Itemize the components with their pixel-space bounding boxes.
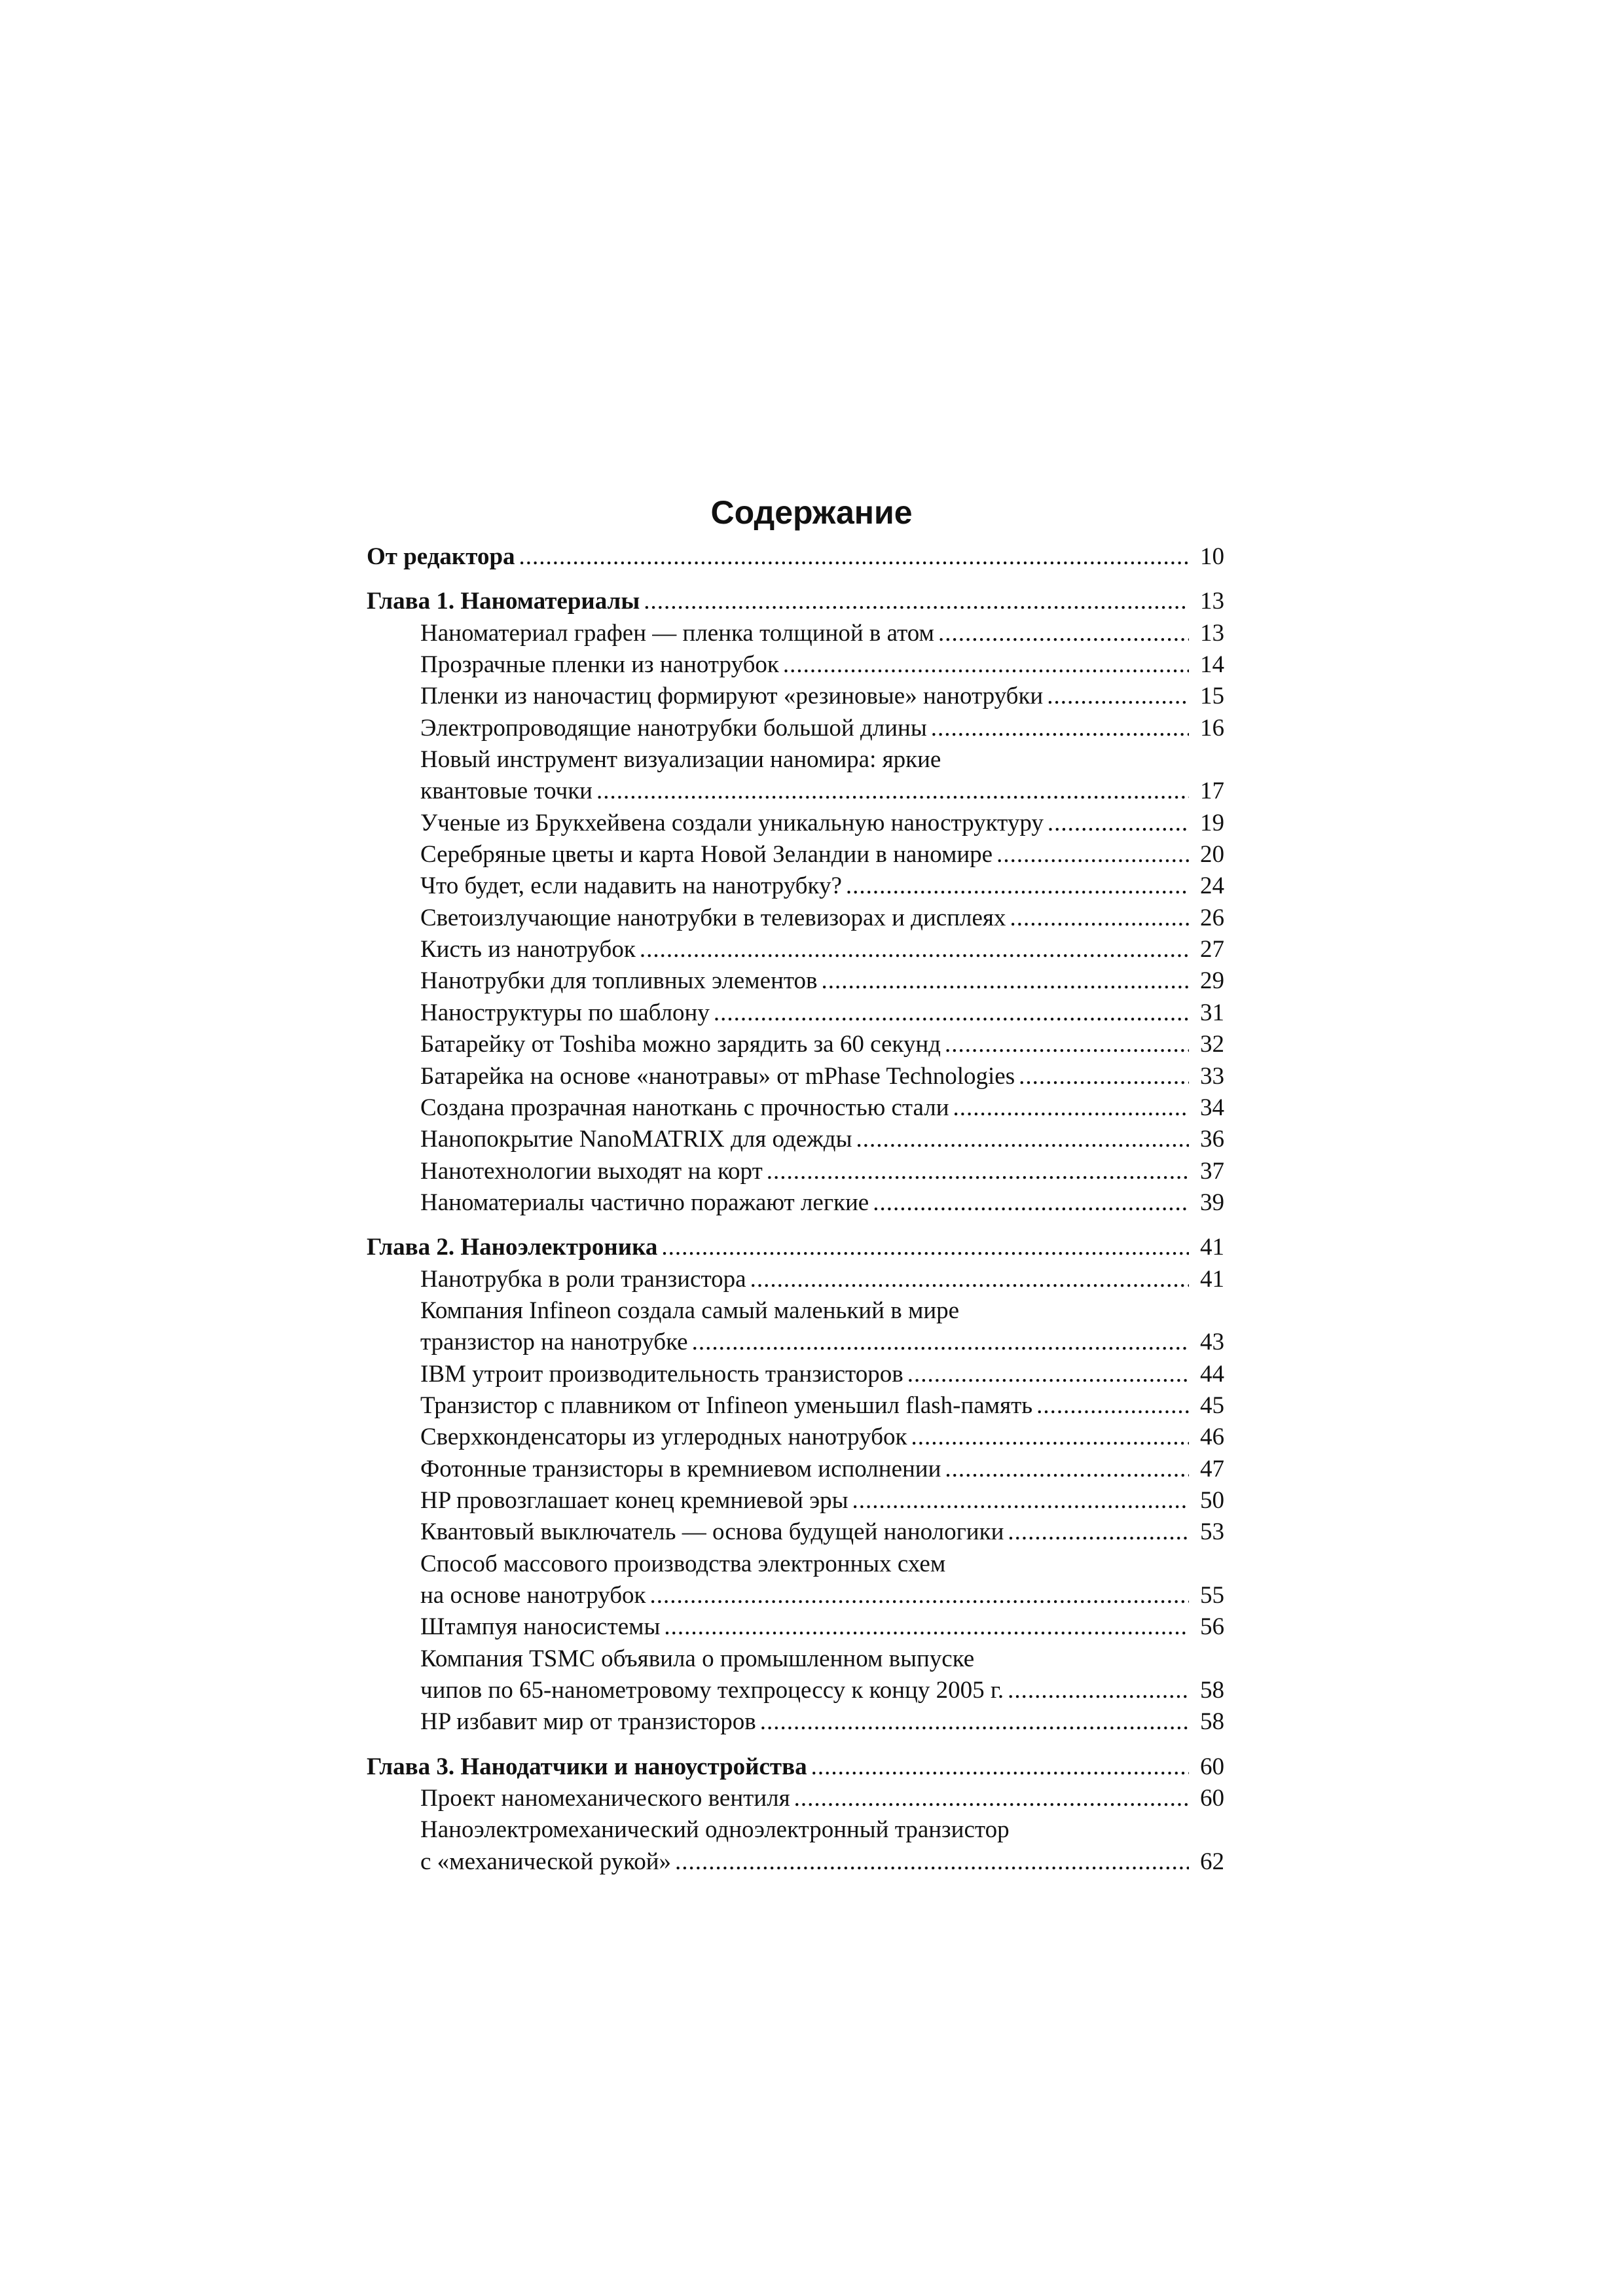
toc-entry-text: Проект наномеханического вентиля — [420, 1785, 790, 1812]
toc-entry-text: Что будет, если надавить на нанотрубку? — [420, 872, 842, 900]
toc-chapter-1[interactable] — [367, 586, 1224, 617]
toc-page-number: 41 — [1200, 1234, 1224, 1261]
toc-page-number: 58 — [1200, 1677, 1224, 1704]
toc-entry[interactable] — [367, 1706, 1224, 1738]
toc-entry[interactable] — [367, 965, 1224, 997]
toc-page-number: 34 — [1200, 1094, 1224, 1121]
toc-entry[interactable] — [367, 1611, 1224, 1643]
toc-leader-dots — [873, 1187, 1189, 1219]
toc-leader-dots — [794, 1783, 1189, 1814]
toc-leader-dots — [1019, 1061, 1189, 1092]
toc-entry[interactable] — [367, 618, 1224, 649]
toc-entry-text: с «механической рукой» — [420, 1848, 671, 1875]
toc-leader-dots — [945, 1029, 1189, 1060]
toc-leader-dots — [783, 649, 1189, 681]
toc-page-number: 19 — [1200, 809, 1224, 836]
toc-leader-dots — [640, 934, 1189, 965]
toc-page-number: 60 — [1200, 1785, 1224, 1812]
toc-entry[interactable] — [367, 1454, 1224, 1485]
toc-entry[interactable] — [367, 649, 1224, 681]
toc-leader-dots — [760, 1706, 1189, 1738]
toc-page-number: 41 — [1200, 1265, 1224, 1293]
toc-entry[interactable] — [367, 934, 1224, 965]
toc-leader-dots — [846, 870, 1189, 902]
toc-entry-continued[interactable] — [367, 1814, 1224, 1846]
toc-leader-dots — [996, 839, 1189, 870]
toc-page-number: 55 — [1200, 1582, 1224, 1609]
toc-entry[interactable] — [367, 1124, 1224, 1155]
toc-entry-text: на основе нанотрубок — [420, 1582, 646, 1609]
toc-page-number: 36 — [1200, 1126, 1224, 1153]
toc-leader-dots — [911, 1422, 1189, 1453]
toc-entry-continued[interactable] — [367, 1295, 1224, 1327]
toc-page-number: 47 — [1200, 1455, 1224, 1482]
toc-leader-dots — [907, 1359, 1189, 1390]
toc-leader-dots — [1010, 903, 1189, 934]
toc-entry-text: Компания Infineon создала самый маленький в мире — [420, 1297, 960, 1324]
toc-page-number: 24 — [1200, 872, 1224, 900]
toc-page-number: 17 — [1200, 778, 1224, 805]
toc-entry-text: Создана прозрачная наноткань с прочностью стали — [420, 1094, 949, 1121]
toc-page-number: 50 — [1200, 1486, 1224, 1514]
toc-entry-text: Электропроводящие нанотрубки большой длины — [420, 714, 927, 742]
toc-page-number: 46 — [1200, 1424, 1224, 1451]
toc-entry-text: Наноструктуры по шаблону — [420, 999, 710, 1026]
toc-entry-continued[interactable] — [367, 1549, 1224, 1580]
toc-entry-text: Нанотрубки для топливных элементов — [420, 967, 818, 995]
toc-entry[interactable] — [367, 839, 1224, 870]
toc-chapter-3[interactable] — [367, 1751, 1224, 1783]
toc-page-number: 31 — [1200, 999, 1224, 1026]
toc-leader-dots — [714, 997, 1189, 1029]
toc-entry[interactable] — [367, 1092, 1224, 1124]
toc-entry-text: Фотонные транзисторы в кремниевом исполнении — [420, 1455, 941, 1482]
toc-entry[interactable] — [367, 1846, 1224, 1878]
toc-entry-text: Глава 3. Нанодатчики и наноустройства — [367, 1753, 807, 1780]
toc-entry[interactable] — [367, 1359, 1224, 1390]
toc-leader-dots — [664, 1611, 1189, 1643]
toc-entry[interactable] — [367, 1675, 1224, 1706]
toc-page-number: 44 — [1200, 1360, 1224, 1388]
toc-page-number: 45 — [1200, 1391, 1224, 1419]
toc-page-number: 58 — [1200, 1708, 1224, 1736]
toc-page-number: 32 — [1200, 1031, 1224, 1058]
toc-entry-text: Нанопокрытие NanoMATRIX для одежды — [420, 1126, 852, 1153]
toc-leader-dots — [519, 541, 1189, 573]
toc-page-number: 20 — [1200, 841, 1224, 869]
toc-entry-text: Наноматериалы частично поражают легкие — [420, 1189, 869, 1216]
toc-entry-text: IBM утроит производительность транзисторов — [420, 1360, 903, 1388]
toc-entry-text: Новый инструмент визуализации наномира: яркие — [420, 746, 941, 774]
toc-entry[interactable] — [367, 1783, 1224, 1814]
toc-page-number: 13 — [1200, 619, 1224, 647]
toc-entry-text: Транзистор с плавником от Infineon уменьшил flash-память — [420, 1391, 1033, 1419]
toc-leader-dots — [931, 713, 1189, 744]
toc-entry[interactable] — [367, 1580, 1224, 1611]
toc-entry[interactable] — [367, 808, 1224, 839]
toc-page-number: 56 — [1200, 1613, 1224, 1641]
toc-entry-text: Компания TSMC объявила о промышленном выпуске — [420, 1645, 975, 1672]
toc-entry-text: Глава 2. Наноэлектроника — [367, 1234, 658, 1261]
toc-entry-text: Наноэлектромеханический одноэлектронный транзистор — [420, 1816, 1010, 1844]
toc-leader-dots — [596, 776, 1189, 807]
toc-entry-text: Нанотрубка в роли транзистора — [420, 1265, 746, 1293]
toc-page-number: 29 — [1200, 967, 1224, 995]
toc-leader-dots — [650, 1580, 1189, 1611]
toc-page-number: 16 — [1200, 714, 1224, 742]
toc-leader-dots — [767, 1156, 1189, 1187]
toc-leader-dots — [1008, 1675, 1189, 1706]
toc-page-number: 13 — [1200, 588, 1224, 615]
toc-entry[interactable] — [367, 997, 1224, 1029]
toc-entry-text: Прозрачные пленки из нанотрубок — [420, 651, 779, 679]
toc-leader-dots — [852, 1485, 1189, 1516]
toc-entry-continued[interactable] — [367, 1643, 1224, 1675]
toc-entry[interactable] — [367, 1264, 1224, 1295]
toc-page-number: 60 — [1200, 1753, 1224, 1780]
toc-entry-text: Сверхконденсаторы из углеродных нанотрубок — [420, 1424, 907, 1451]
toc-leader-dots — [750, 1264, 1189, 1295]
toc-leader-dots — [822, 965, 1189, 997]
toc-entry-text: Наноматериал графен — пленка толщиной в атом — [420, 619, 934, 647]
toc-entry[interactable] — [367, 1485, 1224, 1516]
toc-leader-dots — [675, 1846, 1189, 1878]
toc-entry[interactable] — [367, 1516, 1224, 1548]
toc-entry-text: Ученые из Брукхейвена создали уникальную наноструктуру — [420, 809, 1044, 836]
toc-leader-dots — [945, 1454, 1189, 1485]
toc-page-number: 26 — [1200, 904, 1224, 931]
toc-entry-text: Светоизлучающие нанотрубки в телевизорах и дисплеях — [420, 904, 1006, 931]
toc-entry-text: Батарейку от Toshiba можно зарядить за 60 секунд — [420, 1031, 941, 1058]
toc-page-number: 15 — [1200, 683, 1224, 710]
table-of-contents — [367, 541, 1224, 1878]
toc-page-number: 43 — [1200, 1329, 1224, 1356]
toc-leader-dots — [1047, 681, 1189, 712]
toc-page-number: 39 — [1200, 1189, 1224, 1216]
toc-leader-dots — [953, 1092, 1189, 1124]
toc-entry-text: Серебряные цветы и карта Новой Зеландии в наномире — [420, 841, 993, 869]
toc-entry-text: Батарейка на основе «нанотравы» от mPhase Technologies — [420, 1062, 1015, 1090]
toc-leader-dots — [1008, 1516, 1189, 1548]
toc-entry-text: Штампуя наносистемы — [420, 1613, 661, 1641]
page-title: Содержание — [710, 494, 913, 531]
toc-entry[interactable] — [367, 681, 1224, 712]
toc-entry[interactable] — [367, 776, 1224, 807]
toc-leader-dots — [856, 1124, 1189, 1155]
toc-page-number: 33 — [1200, 1062, 1224, 1090]
toc-entry-text: Пленки из наночастиц формируют «резиновые» нанотрубки — [420, 683, 1044, 710]
toc-entry[interactable] — [367, 1390, 1224, 1422]
toc-page-number: 53 — [1200, 1518, 1224, 1546]
toc-entry-text: транзистор на нанотрубке — [420, 1329, 688, 1356]
toc-entry-text: квантовые точки — [420, 778, 593, 805]
toc-entry-text: Кисть из нанотрубок — [420, 936, 636, 963]
toc-entry-text: HP избавит мир от транзисторов — [420, 1708, 756, 1736]
toc-entry-text: Способ массового производства электронных схем — [420, 1550, 946, 1577]
toc-entry-text: Нанотехнологии выходят на корт — [420, 1157, 763, 1185]
toc-entry[interactable] — [367, 1029, 1224, 1060]
toc-page-number: 27 — [1200, 936, 1224, 963]
toc-entry-text: Квантовый выключатель — основа будущей нанологики — [420, 1518, 1004, 1546]
toc-entry[interactable] — [367, 1156, 1224, 1187]
toc-entry-text: чипов по 65-нанометровому техпроцессу к концу 2005 г. — [420, 1677, 1004, 1704]
toc-leader-dots — [1036, 1390, 1189, 1422]
toc-entry[interactable] — [367, 1422, 1224, 1453]
toc-entry[interactable] — [367, 870, 1224, 902]
toc-entry[interactable] — [367, 713, 1224, 744]
toc-leader-dots — [811, 1751, 1189, 1783]
toc-chapter-2[interactable] — [367, 1232, 1224, 1263]
toc-page-number: 62 — [1200, 1848, 1224, 1875]
toc-leader-dots — [692, 1327, 1189, 1358]
toc-page-number: 37 — [1200, 1157, 1224, 1185]
toc-leader-dots — [938, 618, 1189, 649]
toc-leader-dots — [661, 1232, 1189, 1263]
toc-entry-text: Глава 1. Наноматериалы — [367, 588, 640, 615]
toc-leader-dots — [1048, 808, 1189, 839]
toc-page-number: 10 — [1200, 543, 1224, 570]
toc-entry-text: HP провозглашает конец кремниевой эры — [420, 1486, 848, 1514]
toc-leader-dots — [644, 586, 1189, 617]
toc-entry[interactable] — [367, 1061, 1224, 1092]
toc-entry[interactable] — [367, 1187, 1224, 1219]
toc-entry-editor[interactable] — [367, 541, 1224, 573]
toc-page-number: 14 — [1200, 651, 1224, 679]
toc-entry[interactable] — [367, 903, 1224, 934]
toc-entry-continued[interactable] — [367, 744, 1224, 776]
toc-entry-text: От редактора — [367, 543, 515, 570]
toc-entry[interactable] — [367, 1327, 1224, 1358]
